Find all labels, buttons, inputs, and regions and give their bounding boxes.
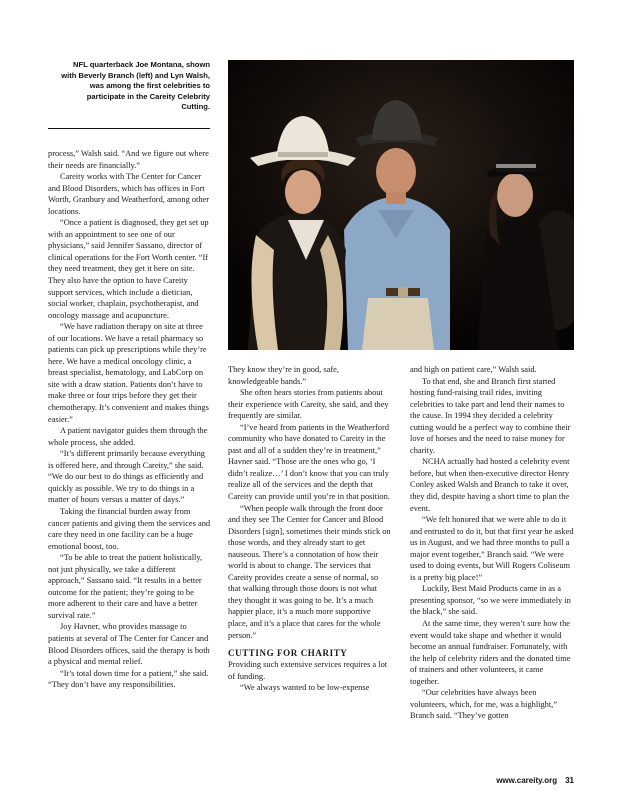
celebrity-photo <box>228 60 574 350</box>
paragraph: Providing such extensive services requires a lot of funding. <box>228 660 388 681</box>
photo-caption: NFL quarterback Joe Montana, shown with Beverly Branch (left) and Lyn Walsh, was among the first celebrities to participate in the Careity Celebrity Cutting. <box>61 60 210 112</box>
footer-url[interactable]: www.careity.org <box>496 776 558 785</box>
paragraph: A patient navigator guides them through the whole process, she added. <box>48 426 208 447</box>
paragraph: “I’ve heard from patients in the Weatherford community who have donated to Careity in the past and all of a sudden they’re in treatment,” Havner said. “Those are the ones who go, ‘I didn’t realize…’ I don’t know that you can truly realize all of the services and the depth that Careity can provide until you’re in that position. <box>228 422 390 502</box>
paragraph: They know they’re in good, safe, knowledgeable hands.” <box>228 365 339 386</box>
paragraph: She often hears stories from patients about their experience with Careity, she said, and they frequently are similar. <box>228 388 389 421</box>
paragraph: “We felt honored that we were able to do it and entrusted to do it, but that first year he asked us in August, and we had three months to pull a major event together,” Branch said. “We were used to doing events, but Will Rogers Coliseum is a pretty big place!” <box>410 515 574 582</box>
paragraph: Careity works with The Center for Cancer and Blood Disorders, which has offices in Fort Worth, Granbury and Weatherford, among other locations. <box>48 172 210 216</box>
article-column-1 <box>48 148 211 691</box>
paragraph: process,” Walsh said. “And we figure out where their needs are financially.” <box>48 149 209 170</box>
caption-divider <box>48 128 210 129</box>
paragraph: “Once a patient is diagnosed, they get set up with an appointment to see one of our physicians,” said Jennifer Sassano, director of clinical operations for the Fort Worth center. “If they need treatment, they get it here on site. They also have the option to have Careity support services, which include a dietician, social worker, chaplain, psychotherapist, and oncology massage and acupuncture. <box>48 218 209 320</box>
paragraph: “Our celebrities have always been volunteers, which, for me, was a highlight,” Branch said. “They’ve gotten <box>410 688 557 721</box>
paragraph: At the same time, they weren’t sure how the event would take shape and whether it would become an annual fundraiser. Fortunately, with the help of celebrity riders and the donated time of trainers and other volunteers, it came together. <box>410 619 571 686</box>
page-number: 31 <box>565 776 574 785</box>
section-heading: CUTTING FOR CHARITY <box>228 648 348 659</box>
paragraph: To that end, she and Branch first started hosting fund-raising trail rides, inviting celebrities to take part and lend their names to the cause. In 1994 they decided a celebrity cutting would be a perfect way to combine their love of horses and the need to raise money for charity. <box>410 376 571 455</box>
paragraph: “We have radiation therapy on site at three of our locations. We have a retail pharmacy so patients can pick up prescriptions while they’re here. We have a medical oncology clinic, a breast specialist, hematology, and LabCorp on site with a draw station. Patients don’t have to make three or four trips before they get their chemotherapy. It’s convenient and makes things easier.” <box>48 322 209 424</box>
paragraph: Joy Havner, who provides massage to patients at several of The Center for Cancer and Blood Disorders offices, said the therapy is both a physical and mental relief. <box>48 622 210 667</box>
article-column-2 <box>228 364 391 694</box>
paragraph: “When people walk through the front door and they see The Center for Cancer and Blood Disorders [sign], sometimes their minds stick on those words, and they already start to get nauseous. There’s a connotation of how their world is about to change. The services that Careity provides create a sense of normal, so that walking through those doors is not what they thought it was going to be. It’s a much happier place, it’s a much more supportive place, and it’s a place that cares for the whole person.” <box>228 503 391 640</box>
paragraph: Taking the financial burden away from cancer patients and giving them the services and care they need in one facility can be a huge emotional boost, too. <box>48 506 211 551</box>
article-column-3 <box>410 364 574 722</box>
paragraph: “It’s different primarily because everything is offered here, and through Careity,” she said. “We do our best to do things as efficiently and quickly as possible. We try to do things in a matter of hours versus a matter of days.” <box>48 449 205 505</box>
paragraph: “To be able to treat the patient holistically, not just physically, we take a different approach,” Sassano said. “It results in a better outcome for the patient; they’re going to be more adherent to their care and have a better survival rate.” <box>48 553 203 620</box>
paragraph: “We always wanted to be low-expense <box>240 683 370 693</box>
paragraph: “It’s total down time for a patient,” she said. “They don’t have any responsibilities. <box>48 668 209 690</box>
paragraph: and high on patient care,” Walsh said. <box>410 365 537 374</box>
paragraph: Luckily, Best Maid Products came in as a presenting sponsor, “so we were immediately in the black,” she said. <box>410 584 571 617</box>
page-footer <box>496 776 574 785</box>
paragraph: NCHA actually had hosted a celebrity event before, but when then-executive director Henry Conley asked Walsh and Branch to take it over, they did, despite having a short time to plan the event. <box>410 457 570 513</box>
